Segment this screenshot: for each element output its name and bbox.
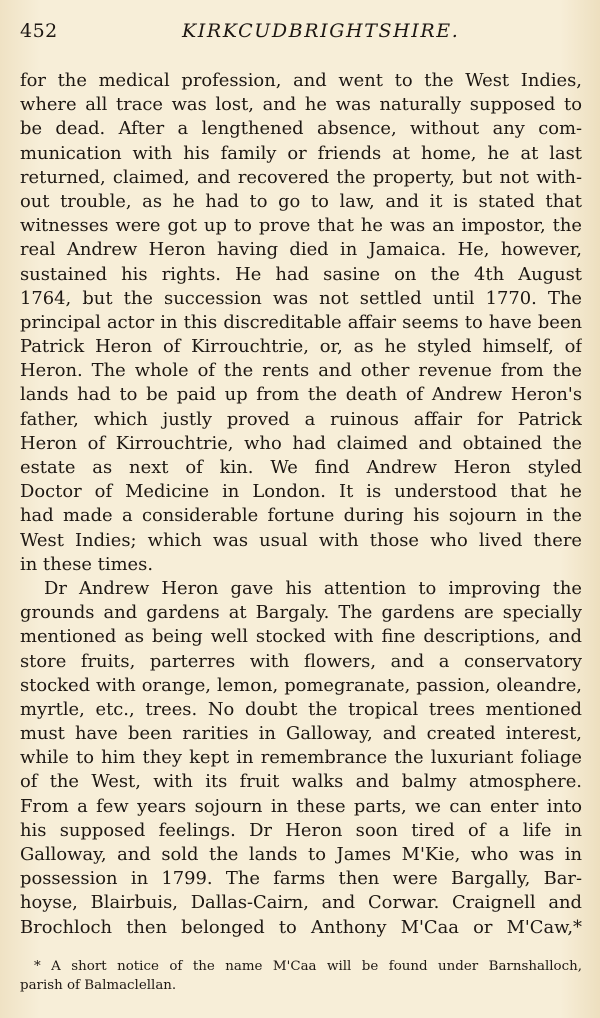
paragraph-start-line: Dr Andrew Heron gave his attention to improving the [44,577,582,599]
text-line: of the West, with its fruit walks and balmy atmosphere. [20,771,582,793]
text-line: had made a considerable fortune during his sojourn in the [20,505,582,527]
text-line: for the medical profession, and went to the West Indies, [20,70,582,91]
text-line: possession in 1799. The farms then were Bargally, Bar- [20,868,582,890]
text-line: Heron of Kirrouchtrie, who had claimed and obtained the [20,432,582,454]
text-line: myrtle, etc., trees. No doubt the tropical trees mentioned [20,698,582,720]
text-line: sustained his rights. He had sasine on the 4th August [20,263,582,285]
text-line: estate as next of kin. We find Andrew Heron styled [20,457,582,478]
paragraph-end-line: in these times. [20,553,154,575]
text-line: witnesses were got up to prove that he was an impostor, the [20,215,582,237]
text-line: stocked with orange, lemon, pomegranate, passion, oleandre, [20,674,582,696]
text-line: Brochloch then belonged to Anthony M'Caa or M'Caw,* [20,916,582,938]
footnote [20,957,582,995]
text-line: 1764, but the succession was not settled until 1770. The [20,287,582,309]
text-line: returned, claimed, and recovered the property, but not with- [20,166,582,188]
text-line: grounds and gardens at Bargaly. The gardens are specially [20,602,582,624]
text-line: his supposed feelings. Dr Heron soon tired of a life in [20,819,582,841]
text-line: store fruits, parterres with flowers, and a conservatory [20,650,582,672]
text-line: must have been rarities in Galloway, and created interest, [20,723,582,745]
text-line: Galloway, and sold the lands to James M'Kie, who was in [20,844,582,865]
running-head: KIRKCUDBRIGHTSHIRE. [182,20,460,42]
text-line: out trouble, as he had to go to law, and it is stated that [20,190,582,212]
page-number: 452 [20,20,58,42]
text-line: Doctor of Medicine in London. It is understood that he [20,481,582,503]
text-line: while to him they kept in remembrance the luxuriant foliage [20,747,582,769]
text-line: Heron. The whole of the rents and other revenue from the [20,360,582,382]
footnote-line: * A short notice of the name M'Caa will be found under Barnshalloch, [34,959,582,974]
text-line: hoyse, Blairbuis, Dallas-Cairn, and Corwar. Craignell and [20,892,582,914]
text-line: lands had to be paid up from the death of Andrew Heron's [20,384,582,406]
text-line: mentioned as being well stocked with fine descriptions, and [20,626,582,648]
text-line: munication with his family or friends at home, he at last [20,142,582,164]
text-line: West Indies; which was usual with those who lived there [20,529,582,551]
text-line: principal actor in this discreditable affair seems to have been [20,311,582,333]
footnote-line: parish of Balmaclellan. [20,978,177,993]
page-header [20,20,582,46]
text-line: From a few years sojourn in these parts, we can enter into [20,795,582,817]
text-line: be dead. After a lengthened absence, without any com- [20,118,582,140]
text-line: Patrick Heron of Kirrouchtrie, or, as he styled himself, of [20,336,582,358]
text-line: real Andrew Heron having died in Jamaica. He, however, [20,239,582,261]
body-text [20,69,582,940]
text-line: where all trace was lost, and he was naturally supposed to [20,94,582,116]
text-line: father, which justly proved a ruinous affair for Patrick [20,408,582,430]
